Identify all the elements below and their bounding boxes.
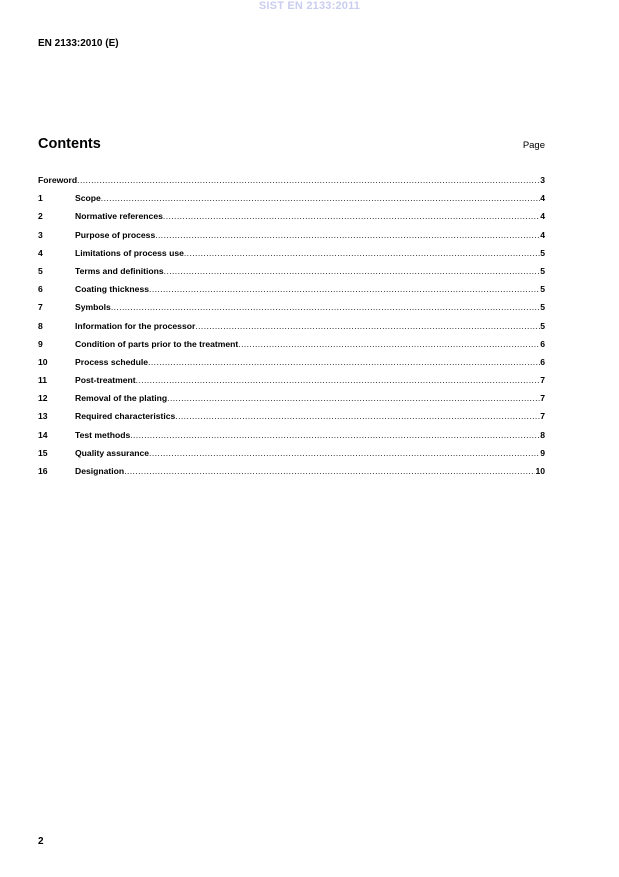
toc-entry-page: 7 bbox=[540, 411, 545, 422]
toc-entry[interactable] bbox=[38, 283, 545, 301]
toc-entry[interactable] bbox=[38, 192, 545, 210]
toc-entry-title: Condition of parts prior to the treatment bbox=[75, 338, 239, 349]
toc-entry[interactable] bbox=[38, 247, 545, 265]
toc-entry-number: 13 bbox=[38, 411, 48, 422]
toc-entry-number: 3 bbox=[38, 229, 43, 240]
toc-entry-page: 3 bbox=[540, 175, 545, 185]
toc-entry[interactable] bbox=[38, 338, 545, 356]
toc-entry-title: Terms and definitions bbox=[75, 265, 164, 276]
toc-dot-leader bbox=[111, 301, 540, 314]
toc-entry-title: Quality assurance bbox=[75, 447, 150, 458]
toc-entry-page: 5 bbox=[540, 302, 545, 313]
toc-entry-title: Coating thickness bbox=[75, 284, 150, 295]
toc-dot-leader bbox=[184, 247, 540, 260]
toc-entry-number: 1 bbox=[38, 193, 43, 204]
toc-entry-number: 4 bbox=[38, 247, 43, 258]
toc-entry[interactable] bbox=[38, 320, 545, 338]
toc-entry-page: 6 bbox=[540, 338, 545, 349]
document-id: EN 2133:2010 (E) bbox=[38, 38, 119, 49]
toc-entry-page: 10 bbox=[535, 466, 545, 476]
toc-entry-number: 15 bbox=[38, 447, 48, 458]
toc-entry-number: 5 bbox=[38, 265, 43, 276]
toc-entry[interactable] bbox=[38, 265, 545, 283]
page-column-label: Page bbox=[522, 140, 545, 151]
toc-dot-leader bbox=[101, 192, 540, 205]
toc-entry-page: 5 bbox=[540, 247, 545, 258]
page-number: 2 bbox=[38, 836, 44, 847]
toc-dot-leader bbox=[163, 210, 540, 223]
toc-entry-number: 16 bbox=[38, 466, 48, 476]
toc-entry-number: 10 bbox=[38, 356, 48, 367]
toc-entry[interactable] bbox=[38, 410, 545, 428]
toc-entry-number: 8 bbox=[38, 320, 43, 331]
toc-entry-title: Scope bbox=[75, 193, 101, 204]
toc-entry-number: 14 bbox=[38, 429, 48, 440]
toc-entry-title: Test methods bbox=[75, 429, 131, 440]
toc-dot-leader bbox=[124, 465, 535, 478]
toc-entry[interactable] bbox=[38, 465, 545, 483]
toc-entry[interactable] bbox=[38, 374, 545, 392]
toc-dot-leader bbox=[238, 338, 540, 351]
toc-entry-title: Designation bbox=[75, 466, 125, 476]
toc-entry-title: Normative references bbox=[75, 211, 163, 222]
toc-entry-page: 5 bbox=[540, 320, 545, 331]
toc-dot-leader bbox=[175, 410, 540, 423]
toc-entry-page: 7 bbox=[540, 375, 545, 386]
toc-dot-leader bbox=[77, 174, 540, 187]
toc-dot-leader bbox=[195, 320, 540, 333]
table-of-contents bbox=[38, 174, 545, 483]
toc-entry-title: Required characteristics bbox=[75, 411, 176, 422]
toc-dot-leader bbox=[148, 356, 540, 369]
toc-entry-title: Limitations of process use bbox=[75, 247, 184, 258]
toc-entry-page: 7 bbox=[540, 393, 545, 404]
toc-entry[interactable] bbox=[38, 447, 545, 465]
toc-dot-leader bbox=[130, 429, 540, 442]
toc-entry-title: Purpose of process bbox=[75, 229, 156, 240]
toc-entry-title: Removal of the plating bbox=[75, 393, 168, 404]
toc-entry-page: 5 bbox=[540, 284, 545, 295]
toc-entry-number: 6 bbox=[38, 284, 43, 295]
toc-entry-number: 12 bbox=[38, 393, 48, 404]
toc-entry-page: 4 bbox=[540, 229, 545, 240]
toc-entry-page: 9 bbox=[540, 447, 545, 458]
toc-dot-leader bbox=[149, 447, 540, 460]
toc-dot-leader bbox=[167, 392, 540, 405]
toc-dot-leader bbox=[149, 283, 540, 296]
toc-entry-page: 4 bbox=[540, 193, 545, 204]
toc-dot-leader bbox=[155, 229, 540, 242]
toc-entry[interactable] bbox=[38, 356, 545, 374]
contents-heading: Contents bbox=[38, 136, 101, 152]
toc-entry-page: 8 bbox=[540, 429, 545, 440]
toc-entry-title: Information for the processor bbox=[75, 320, 196, 331]
toc-entry-page: 6 bbox=[540, 356, 545, 367]
toc-entry[interactable] bbox=[38, 210, 545, 228]
toc-entry-title: Symbols bbox=[75, 302, 111, 313]
toc-entry[interactable] bbox=[38, 174, 545, 192]
toc-entry[interactable] bbox=[38, 392, 545, 410]
toc-dot-leader bbox=[136, 374, 541, 387]
toc-entry-number: 11 bbox=[38, 375, 48, 386]
toc-entry-number: 2 bbox=[38, 211, 43, 222]
toc-entry-number: 7 bbox=[38, 302, 43, 313]
toc-entry-title: Process schedule bbox=[75, 356, 149, 367]
toc-entry[interactable] bbox=[38, 301, 545, 319]
toc-entry-number: 9 bbox=[38, 338, 43, 349]
toc-entry[interactable] bbox=[38, 229, 545, 247]
toc-entry[interactable] bbox=[38, 429, 545, 447]
toc-entry-page: 4 bbox=[540, 211, 545, 222]
toc-entry-title: Post-treatment bbox=[75, 375, 136, 386]
toc-dot-leader bbox=[164, 265, 541, 278]
watermark-text: SIST EN 2133:2011 bbox=[258, 0, 361, 12]
toc-entry-page: 5 bbox=[540, 265, 545, 276]
toc-entry-title: Foreword bbox=[38, 175, 78, 185]
